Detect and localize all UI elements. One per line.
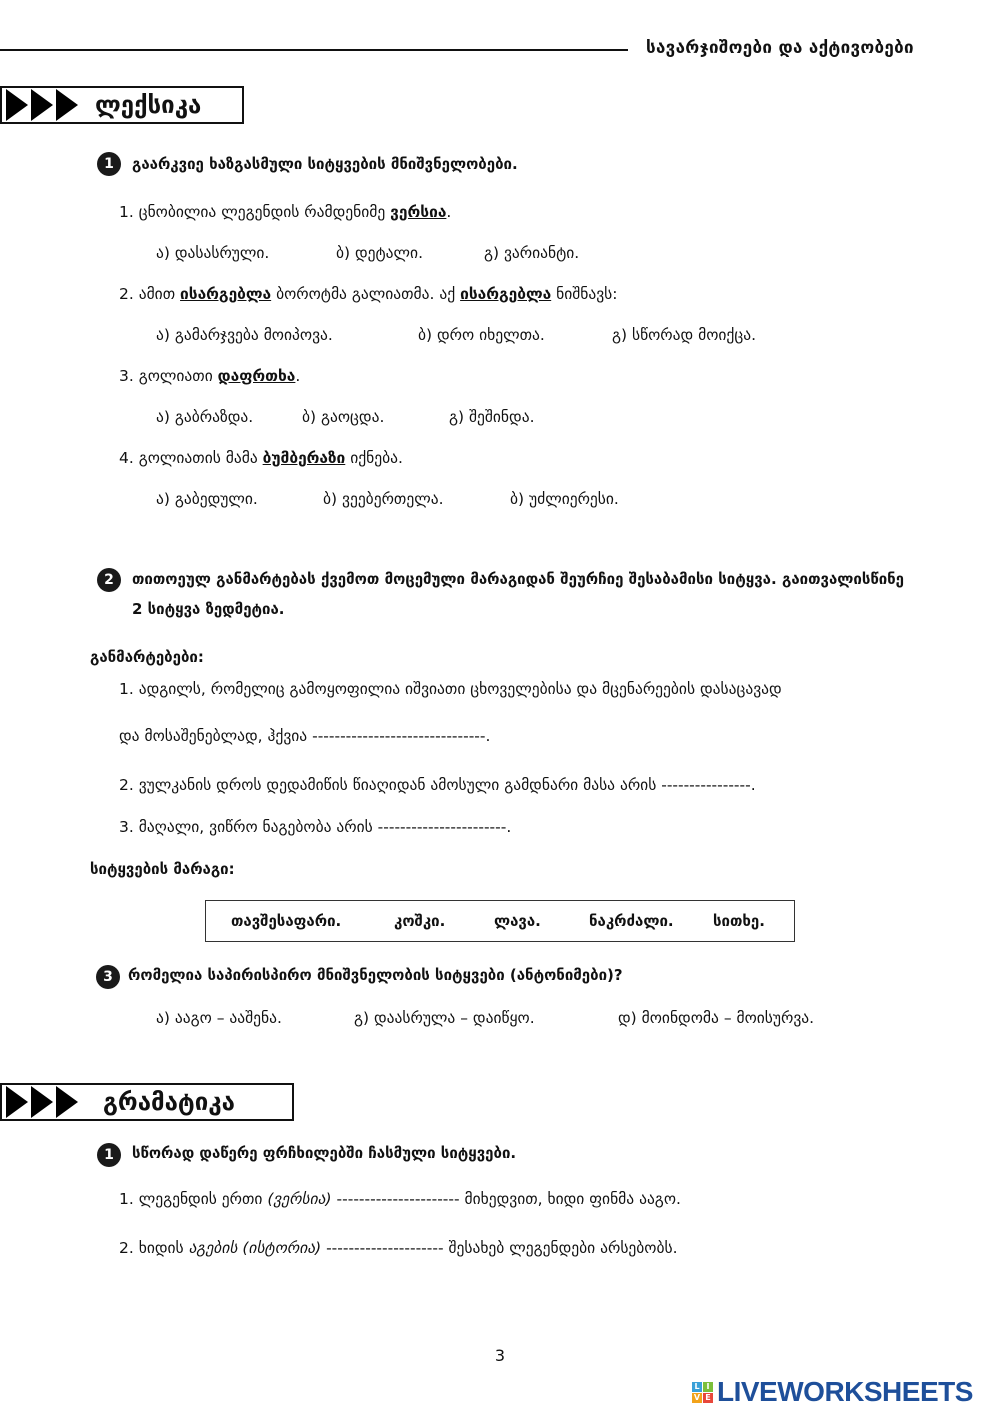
liveworksheets-logo[interactable] — [692, 1376, 973, 1408]
brand-name: LIVEWORKSHEETS — [717, 1376, 973, 1407]
option[interactable]: ბ) უძლიერესი. — [510, 490, 619, 508]
word-bank-item: სითხე. — [713, 912, 765, 930]
vocab-task2-instruction: თითოეულ განმარტებას ქვემოთ მოცემული მარაგიდან შეურჩიე შესაბამისი სიტყვა. გაითვალისწინე 2 სიტყვა ზედმეტია. — [132, 570, 904, 618]
option[interactable]: ა) ააგო – ააშენა. — [156, 1009, 282, 1027]
option[interactable]: დ) მოინდომა – მოისურვა. — [618, 1009, 815, 1027]
keyword: ბუმბერაზი — [262, 449, 346, 467]
task-number-badge: 1 — [97, 1143, 121, 1167]
task-number-badge: 2 — [97, 568, 121, 592]
grammar-item-1[interactable]: 1. ლეგენდის ერთი (ვერსია) ---------------------- მიხედვით, ხიდი ფინმა ააგო. — [119, 1190, 681, 1208]
grammar-section-title: გრამატიკა — [103, 1088, 235, 1116]
keyword: დაფრთხა — [217, 367, 296, 385]
word-bank-item: თავშესაფარი. — [231, 912, 342, 930]
vocab-task1-instruction: გაარკვიე ხაზგასმული სიტყვების მნიშვნელობები. — [132, 155, 518, 173]
header-rule — [0, 49, 628, 51]
triple-arrow-icon — [2, 89, 81, 121]
definition-1-line2[interactable]: და მოსაშენებლად, ჰქვია -------------------------------. — [119, 727, 491, 745]
option[interactable]: ბ) ვეებერთელა. — [323, 490, 444, 508]
keyword: ისარგებლა — [460, 285, 552, 303]
option[interactable]: ა) დასასრული. — [156, 244, 270, 262]
word-bank-item: ნაკრძალი. — [589, 912, 674, 930]
page-number: 3 — [494, 1346, 506, 1365]
definition-1-line1: 1. ადგილს, რომელიც გამოყოფილია იშვიათი ცხოველებისა და მცენარეების დასაცავად — [119, 680, 782, 698]
option[interactable]: ა) გამარჯვება მოიპოვა. — [156, 326, 333, 344]
vocab-task3-instruction: რომელია საპირისპირო მნიშვნელობის სიტყვები (ანტონიმები)? — [128, 966, 623, 984]
vocab-item-1: 1. ცნობილია ლეგენდის რამდენიმე ვერსია. — [119, 203, 452, 221]
vocab-item-3: 3. გოლიათი დაფრთხა. — [119, 367, 301, 385]
vocab-section-header — [0, 86, 244, 124]
word-bank-item: ლავა. — [494, 912, 541, 930]
definition-2[interactable]: 2. ვულკანის დროს დედამიწის წიაღიდან ამოსული გამდნარი მასა არის ----------------. — [119, 776, 756, 794]
word-bank-label: სიტყვების მარაგი: — [90, 860, 235, 878]
option[interactable]: გ) სწორად მოიქცა. — [612, 326, 757, 344]
definition-3[interactable]: 3. მაღალი, ვიწრო ნაგებობა არის -----------------------. — [119, 818, 512, 836]
option[interactable]: ბ) დრო იხელთა. — [418, 326, 545, 344]
keyword: ისარგებლა — [180, 285, 272, 303]
header-title: სავარჯიშოები და აქტივობები — [646, 38, 914, 58]
definitions-label: განმარტებები: — [90, 648, 204, 666]
option[interactable]: გ) ვარიანტი. — [484, 244, 580, 262]
vocab-section-title: ლექსიკა — [95, 91, 202, 119]
liveworksheets-logo-icon: L I V E — [692, 1382, 713, 1403]
triple-arrow-icon — [2, 1086, 81, 1118]
word-bank — [205, 900, 795, 942]
task-number-badge: 3 — [96, 965, 120, 989]
vocab-item-2: 2. ამით ისარგებლა ბოროტმა გალიათმა. აქ ისარგებლა ნიშნავს: — [119, 285, 618, 303]
grammar-task1-instruction: სწორად დაწერე ფრჩხილებში ჩასმული სიტყვები. — [132, 1144, 517, 1162]
word-bank-item: კოშკი. — [394, 912, 446, 930]
option[interactable]: ა) გაბედული. — [156, 490, 258, 508]
vocab-item-4: 4. გოლიათის მამა ბუმბერაზი იქნება. — [119, 449, 403, 467]
option[interactable]: ბ) გაოცდა. — [302, 408, 385, 426]
option[interactable]: ბ) დეტალი. — [336, 244, 424, 262]
keyword: ვერსია — [390, 203, 447, 221]
option[interactable]: ა) გაბრაზდა. — [156, 408, 254, 426]
grammar-section-header — [0, 1083, 294, 1121]
option[interactable]: გ) შეშინდა. — [449, 408, 535, 426]
grammar-item-2[interactable]: 2. ხიდის აგების (ისტორია) --------------------- შესახებ ლეგენდები არსებობს. — [119, 1239, 678, 1257]
option[interactable]: გ) დაასრულა – დაიწყო. — [354, 1009, 535, 1027]
task-number-badge: 1 — [97, 152, 121, 176]
